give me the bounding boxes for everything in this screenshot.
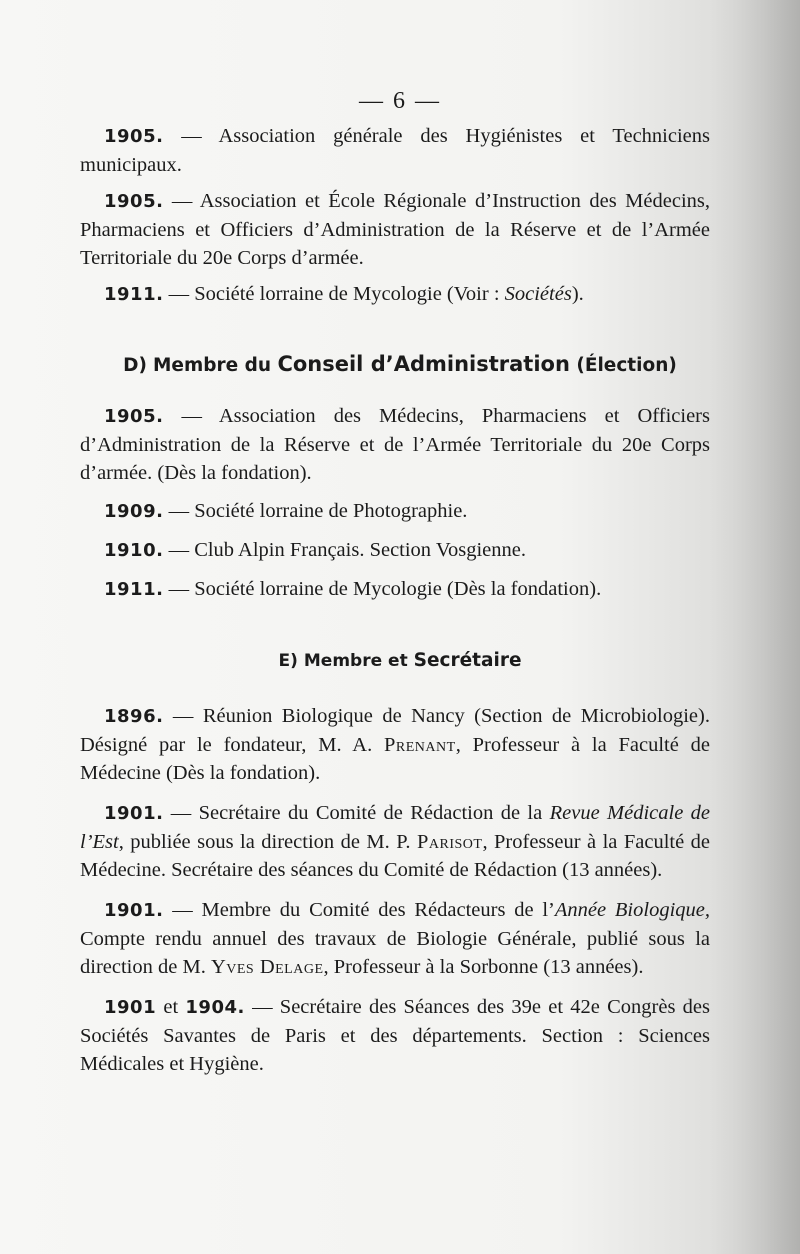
section-letter: D)	[123, 355, 147, 376]
entry-text-end: ).	[571, 283, 584, 305]
entry	[80, 536, 710, 565]
entry-text: — Secrétaire du Comité de Rédaction de la	[163, 802, 550, 824]
entry-year: 1910.	[104, 540, 164, 561]
heading-main: Secrétaire	[413, 650, 522, 671]
entry-text: — Réunion Biologique de Nancy (Section de Microbiologie). Désigné par le fondateur, M. A.	[80, 705, 710, 756]
entry-text: , publiée sous la direction de M. P.	[118, 831, 417, 853]
page-edge-shadow	[710, 0, 800, 1254]
entry-text: — Association générale des Hygiénistes et Techniciens municipaux.	[80, 125, 710, 176]
entry-text: , Professeur à la Faculté de Médecine. Secrétaire des séances du Comité de Rédaction (13 années).	[80, 831, 710, 881]
heading-pre: Membre et	[303, 651, 408, 671]
entry-year: 1911.	[104, 284, 164, 305]
entry-text: — Secrétaire des Séances des 39e et 42e Congrès des Sociétés Savantes de Paris et des départements. Section : Sciences Médicales et Hygiène.	[80, 996, 711, 1075]
entry-year: 1901	[104, 997, 157, 1018]
entry-year: 1901.	[104, 900, 164, 921]
entry-text: , Professeur à la Sorbonne (13 années).	[323, 956, 644, 978]
entry	[80, 575, 710, 604]
entry	[80, 993, 710, 1078]
section-d-entries	[80, 402, 710, 604]
person-name: Yves Delage	[210, 956, 324, 978]
entry-year: 1904.	[185, 997, 245, 1018]
entry-year: 1896.	[104, 706, 164, 727]
section-e-entries	[80, 702, 710, 1078]
person-name: Prenant	[384, 734, 456, 756]
entry	[80, 896, 710, 981]
entry-text: — Membre du Comité des Rédacteurs de l’	[163, 899, 555, 921]
entry-year: 1905.	[104, 406, 164, 427]
entry	[80, 702, 710, 787]
heading-post: (Élection)	[576, 355, 677, 376]
top-entries	[80, 122, 710, 309]
entry-text: , Professeur à la Faculté de Médecine (Dès la fondation).	[80, 734, 710, 784]
entry	[80, 799, 710, 884]
entry-text: — Association des Médecins, Pharmaciens et Officiers d’Administration de la Réserve et de l’Armée Territoriale du 20e Corps d’armée. (Dès la fondation).	[80, 405, 710, 484]
entry	[80, 497, 710, 526]
entry-text: Compte rendu annuel des travaux de Biologie Générale, publié sous la direction de M.	[80, 928, 710, 978]
journal-title: Revue Médicale de l’Est	[80, 802, 710, 853]
page-number: — 6 —	[359, 88, 441, 114]
entry-year: 1911.	[104, 579, 164, 600]
entry-year: 1905.	[104, 126, 164, 147]
entry-year: 1905.	[104, 191, 164, 212]
entry-text: et	[156, 996, 186, 1018]
entry	[80, 187, 710, 272]
person-name: Parisot	[416, 831, 483, 853]
heading-main: Conseil d’Administration	[277, 352, 570, 376]
section-e-heading	[0, 650, 800, 671]
entry-text: — Association et École Régionale d’Instruction des Médecins, Pharmaciens et Officiers d’Administration de la Réserve et de l’Armée Territoriale du 20e Corps d’armée.	[80, 190, 710, 269]
entry-text: — Société lorraine de Mycologie (Voir :	[163, 283, 505, 305]
entry-year: 1909.	[104, 501, 164, 522]
journal-title: Année Biologique,	[554, 899, 710, 921]
entry	[80, 280, 710, 309]
entry	[80, 122, 710, 179]
entry-text: — Société lorraine de Mycologie (Dès la fondation).	[163, 578, 602, 600]
entry-italic: Sociétés	[504, 283, 572, 305]
entry	[80, 402, 710, 487]
section-d-heading	[0, 352, 800, 376]
heading-pre: Membre du	[152, 355, 271, 376]
entry-text: — Club Alpin Français. Section Vosgienne.	[163, 539, 526, 561]
section-letter: E)	[278, 651, 298, 671]
entry-year: 1901.	[104, 803, 164, 824]
entry-text: — Société lorraine de Photographie.	[163, 500, 468, 522]
